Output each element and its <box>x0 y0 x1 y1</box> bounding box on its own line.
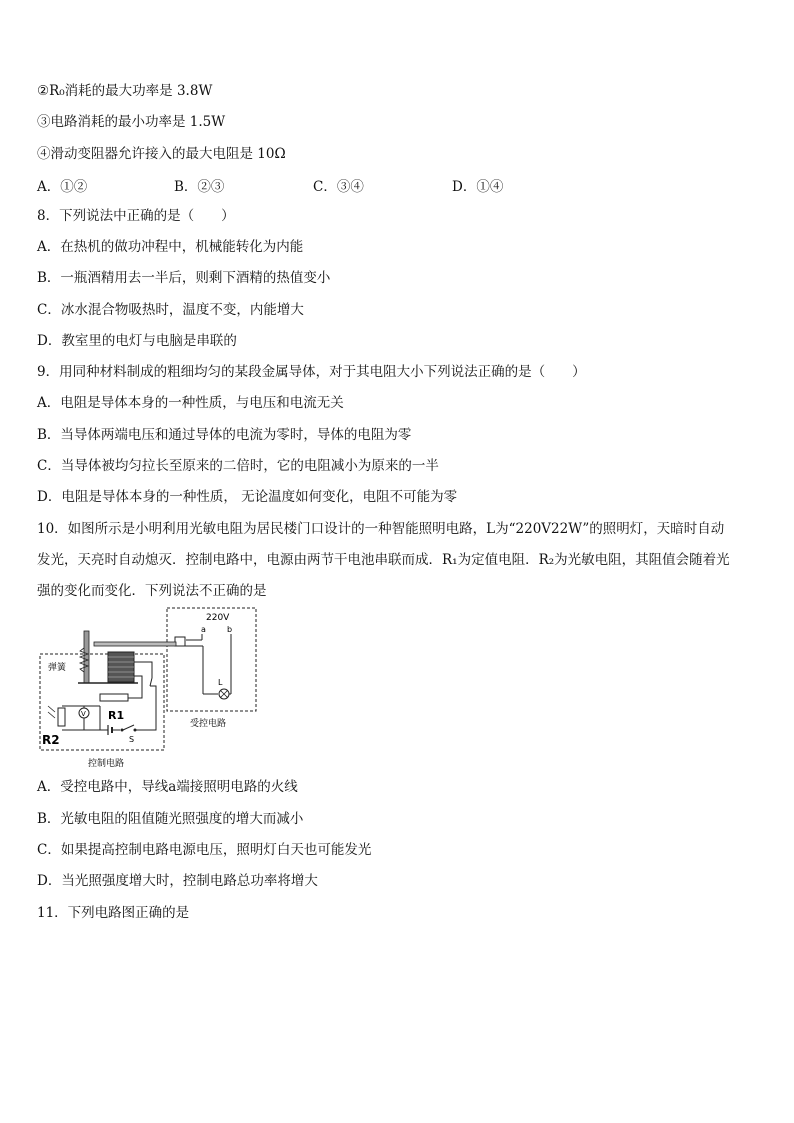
q7-option-b: B．②③ <box>174 179 225 195</box>
q7-statement-3: ③电路消耗的最小功率是 1.5W <box>37 114 226 130</box>
q9-option-b: B．当导体两端电压和通过导体的电流为零时，导体的电阻为零 <box>37 427 412 443</box>
q10-stem-line-3: 强的变化而变化．下列说法不正确的是 <box>37 583 267 599</box>
q7-option-c: C．③④ <box>313 179 364 195</box>
q10-option-c: C．如果提高控制电路电源电压，照明灯白天也可能发光 <box>37 842 372 858</box>
q11-stem: 11．下列电路图正确的是 <box>37 905 190 921</box>
terminal-b-label: b <box>227 625 233 634</box>
controlled-circuit-caption: 受控电路 <box>190 719 227 729</box>
q8-option-a: A．在热机的做功冲程中，机械能转化为内能 <box>37 239 304 255</box>
switch-label: S <box>129 735 135 744</box>
q7-option-a: A．①② <box>37 179 88 195</box>
controlled-circuit-box <box>167 608 256 711</box>
r1-resistor <box>100 694 128 701</box>
q8-stem: 8．下列说法中正确的是（ ） <box>37 208 235 224</box>
q9-option-d: D．电阻是导体本身的一种性质， 无论温度如何变化，电阻不可能为零 <box>37 489 458 505</box>
q10-stem-line-2: 发光，天亮时自动熄灭．控制电路中，电源由两节干电池串联而成．R₁为定值电阻．R₂为光敏电阻，其阻值会随着光 <box>37 552 730 568</box>
armature-bar <box>94 642 176 646</box>
q7-option-d: D．①④ <box>452 179 504 195</box>
q7-statement-2: ②R₀消耗的最大功率是 3.8W <box>37 83 213 99</box>
lamp-label: L <box>218 678 223 687</box>
q7-statement-4: ④滑动变阻器允许接入的最大电阻是 10Ω <box>37 146 286 162</box>
r2-label: R2 <box>42 733 60 747</box>
q8-option-d: D．教室里的电灯与电脑是串联的 <box>37 333 237 349</box>
terminal-a-label: a <box>201 625 206 634</box>
q10-option-b: B．光敏电阻的阻值随光照强度的增大而减小 <box>37 811 304 827</box>
pivot-post <box>84 631 89 683</box>
q10-stem-line-1: 10．如图所示是小明利用光敏电阻为居民楼门口设计的一种智能照明电路，L为“220V22W”的照明灯，天暗时自动 <box>37 521 725 537</box>
q9-option-a: A．电阻是导体本身的一种性质，与电压和电流无关 <box>37 395 344 411</box>
relay-contact <box>175 637 185 646</box>
q9-option-c: C．当导体被均匀拉长至原来的二倍时，它的电阻减小为原来的一半 <box>37 458 439 474</box>
q8-option-c: C．冰水混合物吸热时，温度不变，内能增大 <box>37 302 304 318</box>
q10-option-a: A．受控电路中，导线a端接照明电路的火线 <box>37 779 298 795</box>
voltage-label: 220V <box>206 613 230 623</box>
voltmeter-label: V <box>81 710 86 718</box>
q8-option-b: B．一瓶酒精用去一半后，则剩下酒精的热值变小 <box>37 270 331 286</box>
r1-label: R1 <box>108 709 125 722</box>
control-circuit-caption: 控制电路 <box>88 759 125 769</box>
q7-options <box>37 175 597 195</box>
switch-icon <box>123 725 134 730</box>
relay-circuit-figure <box>38 606 260 770</box>
q9-stem: 9．用同种材料制成的粗细均匀的某段金属导体，对于其电阻大小下列说法正确的是（ ） <box>37 364 586 380</box>
spring-label: 弹簧 <box>48 663 67 673</box>
q10-option-d: D．当光照强度增大时，控制电路总功率将增大 <box>37 873 318 889</box>
r2-photoresistor <box>58 708 65 726</box>
